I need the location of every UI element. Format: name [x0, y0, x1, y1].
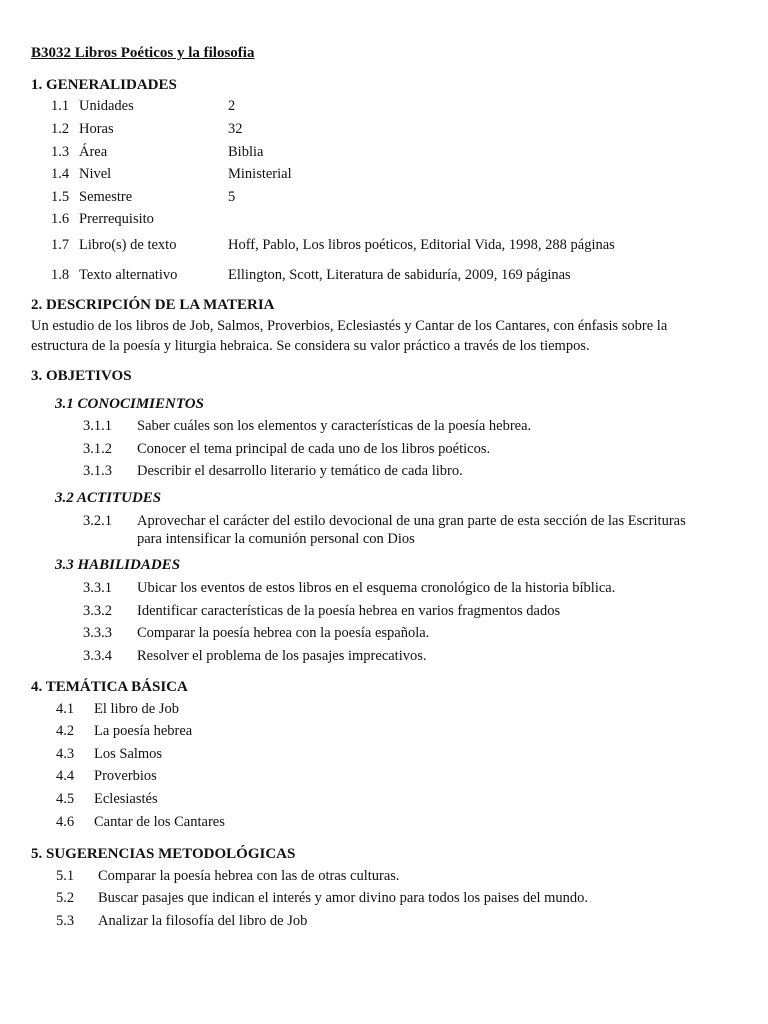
subsection-heading-habilidades: 3.3 HABILIDADES: [55, 557, 181, 573]
item-number: 5.2: [56, 890, 75, 906]
item-text: Buscar pasajes que indican el interés y amor divino para todos los paises del mundo.: [98, 890, 589, 906]
section-heading-generalidades: 1. GENERALIDADES: [31, 77, 177, 93]
row-value: Biblia: [228, 144, 264, 160]
row-value: 32: [228, 121, 243, 137]
item-text-continuation: para intensificar la comunión personal con Dios: [137, 531, 415, 547]
item-number: 5.3: [56, 913, 75, 929]
item-text: Identificar características de la poesía hebrea en varios fragmentos dados: [137, 603, 561, 619]
section-heading-sugerencias: 5. SUGERENCIAS METODOLÓGICAS: [31, 846, 296, 862]
row-value: Ministerial: [228, 166, 292, 182]
item-number: 4.5: [56, 791, 75, 807]
row-label: Horas: [79, 121, 114, 137]
row-label: Prerrequisito: [79, 211, 154, 227]
item-number: 4.1: [56, 701, 75, 717]
item-text: Analizar la filosofía del libro de Job: [98, 913, 308, 929]
item-number: 4.3: [56, 746, 75, 762]
description-line: estructura de la poesía y liturgia hebraica. Se considera su valor práctico a través de los tiempos.: [31, 338, 590, 354]
row-label: Área: [79, 144, 108, 160]
row-label: Nivel: [79, 166, 112, 182]
item-text: Conocer el tema principal de cada uno de los libros poéticos.: [137, 441, 491, 457]
item-number: 3.1.2: [83, 441, 112, 457]
item-number: 3.2.1: [83, 513, 112, 529]
subsection-heading-actitudes: 3.2 ACTITUDES: [55, 490, 162, 506]
row-number: 1.8: [51, 267, 70, 283]
item-text: Cantar de los Cantares: [94, 814, 225, 830]
row-value: 2: [228, 98, 236, 114]
row-value: Ellington, Scott, Literatura de sabiduría, 2009, 169 páginas: [228, 267, 571, 283]
item-number: 4.4: [56, 768, 75, 784]
row-label: Semestre: [79, 189, 133, 205]
section-heading-tematica: 4. TEMÁTICA BÁSICA: [31, 679, 188, 695]
row-number: 1.6: [51, 211, 70, 227]
row-label: Texto alternativo: [79, 267, 178, 283]
row-label: Libro(s) de texto: [79, 237, 177, 253]
document-title: B3032 Libros Poéticos y la filosofia: [31, 45, 255, 61]
item-number: 3.3.4: [83, 648, 112, 664]
item-text: Proverbios: [94, 768, 157, 784]
row-number: 1.5: [51, 189, 70, 205]
row-number: 1.4: [51, 166, 70, 182]
item-text: El libro de Job: [94, 701, 179, 717]
item-number: 3.3.3: [83, 625, 112, 641]
item-number: 4.6: [56, 814, 75, 830]
item-text: Ubicar los eventos de estos libros en el esquema cronológico de la historia bíblica.: [137, 580, 616, 596]
item-number: 3.3.2: [83, 603, 112, 619]
item-number: 3.1.3: [83, 463, 112, 479]
item-text: La poesía hebrea: [94, 723, 193, 739]
row-number: 1.3: [51, 144, 70, 160]
item-number: 4.2: [56, 723, 75, 739]
item-number: 3.3.1: [83, 580, 112, 596]
item-number: 5.1: [56, 868, 75, 884]
row-value: Hoff, Pablo, Los libros poéticos, Editorial Vida, 1998, 288 páginas: [228, 237, 615, 253]
item-number: 3.1.1: [83, 418, 112, 434]
subsection-heading-conocimientos: 3.1 CONOCIMIENTOS: [55, 396, 204, 412]
row-number: 1.2: [51, 121, 70, 137]
item-text: Comparar la poesía hebrea con las de otras culturas.: [98, 868, 400, 884]
row-value: 5: [228, 189, 236, 205]
item-text: Eclesiastés: [94, 791, 158, 807]
row-label: Unidades: [79, 98, 134, 114]
description-line: Un estudio de los libros de Job, Salmos, Proverbios, Eclesiastés y Cantar de los Cantares, con énfasis sobre la: [31, 318, 668, 334]
item-text: Describir el desarrollo literario y temático de cada libro.: [137, 463, 463, 479]
item-text: Saber cuáles son los elementos y características de la poesía hebrea.: [137, 418, 532, 434]
item-text: Los Salmos: [94, 746, 163, 762]
item-text: Aprovechar el carácter del estilo devocional de una gran parte de esta sección de las Escrituras: [137, 513, 686, 529]
row-number: 1.1: [51, 98, 70, 114]
section-heading-objetivos: 3. OBJETIVOS: [31, 368, 132, 384]
row-number: 1.7: [51, 237, 70, 253]
item-text: Comparar la poesía hebrea con la poesía española.: [137, 625, 430, 641]
section-heading-descripcion: 2. DESCRIPCIÓN DE LA MATERIA: [31, 297, 275, 313]
item-text: Resolver el problema de los pasajes imprecativos.: [137, 648, 427, 664]
